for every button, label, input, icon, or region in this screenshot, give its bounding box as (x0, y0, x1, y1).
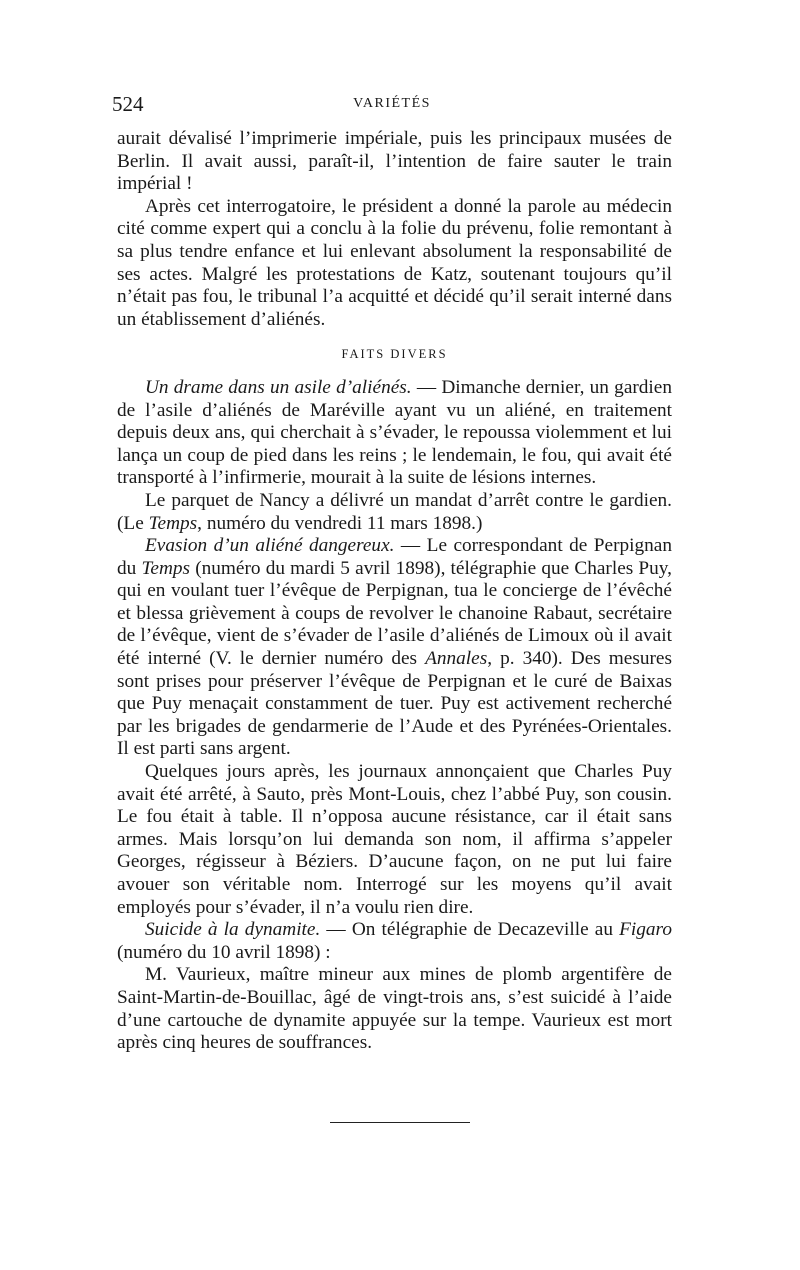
story-3-paragraph-2: M. Vaurieux, maître mineur aux mines de plomb argentifère de Saint-Martin-de-Bouillac, âgé de vingt-trois ans, s’est suicidé à l’aide d’une cartouche de dynamite appuyée sur la tempe. Vaurieux est mort après cinq heures de souffrances. (117, 964, 672, 1054)
story-1-heading: Un drame dans un asile d’aliénés. (145, 376, 412, 398)
end-rule (330, 1122, 470, 1123)
running-head: VARIÉTÉS (353, 96, 431, 111)
story-3-text-2: (numéro du 10 avril 1898) : (117, 941, 331, 963)
story-3-heading: Suicide à la dynamite. (145, 919, 321, 941)
story-2-heading: Evasion d’un aliéné dangereux. (145, 535, 395, 557)
story-1-source: Temps (148, 512, 198, 534)
story-2-paragraph-1 (117, 535, 672, 761)
story-1-p2-before: Le parquet de Nancy a délivré un mandat d’arrêt contre le gardien. (Le (117, 489, 672, 534)
story-2-source: Temps (141, 557, 191, 579)
story-1-p2-after: , numéro du vendredi 11 mars 1898.) (197, 512, 483, 534)
story-2-text-3: , p. 340). Des mesures sont prises pour préserver l’évêque de Perpignan et le curé de Baixas que Puy menaçait constamment de tuer. Puy est activement recherché par les brigades de gendarmerie de l’Aude et des Pyrénées-Orientales. Il est parti sans argent. (117, 648, 672, 760)
story-1-paragraph-2 (117, 490, 672, 535)
page-header (112, 92, 672, 120)
story-1-text: — Dimanche dernier, un gardien de l’asile d’aliénés de Maréville ayant vu un aliéné, en traitement depuis deux ans, qui cherchait à s’évader, le repoussa violemment et lui lança un coup de pied dans les reins ; le lendemain, le fou, qui avait été transporté à l’infirmerie, mourait à la suite de lésions internes. (117, 376, 672, 489)
story-2-paragraph-2: Quelques jours après, les journaux annonçaient que Charles Puy avait été arrêté, à Sauto, près Mont-Louis, chez l’abbé Puy, son cousin. Le fou était à table. Il n’opposa aucune résistance, car il était sans armes. Mais lorsqu’on lui demanda son nom, il affirma s’appeler Georges, régisseur à Béziers. D’aucune façon, on ne put lui faire avouer son véritable nom. Interrogé sur les moyens qu’il avait employés pour s’évader, il n’a voulu rien dire. (117, 761, 672, 918)
section-title: FAITS DIVERS (341, 347, 448, 362)
story-2-text-1: — Le correspondant de Perpignan du (117, 535, 672, 579)
story-3-text-1: — On télégraphie de Decazeville au (320, 919, 620, 941)
story-2-journal: Annales (425, 648, 488, 670)
intro-paragraph-1: aurait dévalisé l’imprimerie impériale, puis les principaux musées de Berlin. Il avait aussi, paraît-il, l’intention de faire sauter le train impérial ! (117, 128, 672, 195)
story-3-paragraph-1 (117, 919, 672, 964)
page-body (117, 128, 672, 1055)
story-2-text-2: (numéro du mardi 5 avril 1898), télégraphie que Charles Puy, qui en voulant tuer l’évêque de Perpignan, tua le concierge de l’évêché et blessa grièvement à coups de revolver le chanoine Rabaut, secrétaire de l’évêque, vient de s’évader de l’asile d’aliénés de Limoux où il avait été interné (V. le dernier numéro des (117, 557, 672, 670)
intro-paragraph-2: Après cet interrogatoire, le président a donné la parole au médecin cité comme expert qui a conclu à la folie du prévenu, folie remontant à sa plus tendre enfance et lui enlevant absolument la responsabilité de ses actes. Malgré les protestations de Katz, soutenant toujours qu’il n’était pas fou, le tribunal l’a acquitté et décidé qu’il serait interné dans un établissement d’aliénés. (117, 195, 672, 330)
story-3-source: Figaro (619, 919, 672, 941)
story-1-paragraph-1 (117, 377, 672, 490)
page-number: 524 (112, 92, 144, 116)
